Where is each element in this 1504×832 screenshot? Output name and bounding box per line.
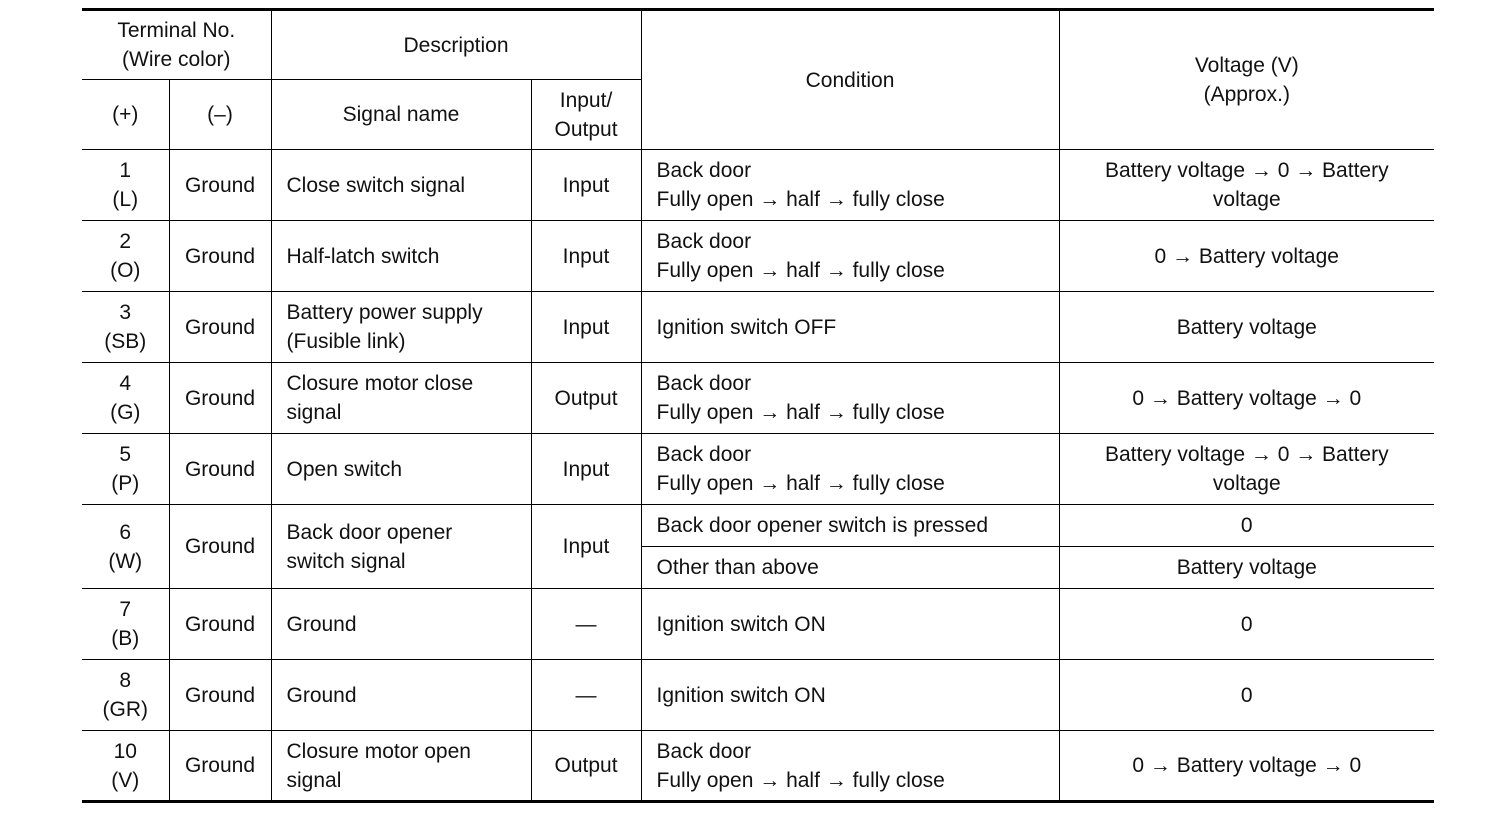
table-row (82, 363, 1434, 434)
voltage-cell: Battery voltage → 0 → Battery voltage (1059, 150, 1434, 221)
ground-cell: Ground (169, 589, 271, 660)
voltage-cell: Battery voltage (1059, 292, 1434, 363)
ground-cell: Ground (169, 150, 271, 221)
ground-cell: Ground (169, 221, 271, 292)
io-cell: Output (531, 731, 641, 802)
table-row (82, 221, 1434, 292)
description-header: Description (271, 10, 641, 80)
condition-cell: Back door Fully open → half → fully close (641, 731, 1059, 802)
input-output-header: Input/ Output (531, 80, 641, 150)
signal-name-cell: Ground (271, 589, 531, 660)
ground-cell: Ground (169, 363, 271, 434)
terminal-cell: 2 (O) (82, 221, 169, 292)
condition-cell: Ignition switch ON (641, 589, 1059, 660)
terminal-cell: 3 (SB) (82, 292, 169, 363)
io-cell: — (531, 660, 641, 731)
signal-name-cell: Close switch signal (271, 150, 531, 221)
table-row (82, 660, 1434, 731)
ground-cell: Ground (169, 731, 271, 802)
condition-cell: Back door Fully open → half → fully close (641, 150, 1059, 221)
minus-header: (–) (169, 80, 271, 150)
io-cell: Input (531, 505, 641, 589)
condition-cell: Ignition switch ON (641, 660, 1059, 731)
signal-name-cell: Closure motor open signal (271, 731, 531, 802)
signal-name-cell: Closure motor close signal (271, 363, 531, 434)
condition-cell: Back door Fully open → half → fully close (641, 434, 1059, 505)
io-cell: Input (531, 221, 641, 292)
table-row (82, 292, 1434, 363)
voltage-header: Voltage (V) (Approx.) (1059, 10, 1434, 150)
signal-name-cell: Battery power supply (Fusible link) (271, 292, 531, 363)
terminal-cell: 8 (GR) (82, 660, 169, 731)
condition-cell: Back door Fully open → half → fully close (641, 363, 1059, 434)
table-row (82, 731, 1434, 802)
voltage-cell: 0 (1059, 660, 1434, 731)
io-cell: Input (531, 292, 641, 363)
terminal-cell: 1 (L) (82, 150, 169, 221)
io-cell: Input (531, 150, 641, 221)
voltage-cell: Battery voltage → 0 → Battery voltage (1059, 434, 1434, 505)
voltage-cell: 0 → Battery voltage (1059, 221, 1434, 292)
terminal-cell: 10 (V) (82, 731, 169, 802)
signal-name-header: Signal name (271, 80, 531, 150)
table-row (82, 589, 1434, 660)
signal-name-cell: Half-latch switch (271, 221, 531, 292)
condition-header: Condition (641, 10, 1059, 150)
condition-cell: Back door opener switch is pressed (641, 505, 1059, 547)
io-cell: — (531, 589, 641, 660)
ground-cell: Ground (169, 292, 271, 363)
voltage-cell: Battery voltage (1059, 547, 1434, 589)
table-row (82, 505, 1434, 547)
terminal-cell: 7 (B) (82, 589, 169, 660)
signal-name-cell: Open switch (271, 434, 531, 505)
voltage-cell: 0 → Battery voltage → 0 (1059, 363, 1434, 434)
voltage-cell: 0 (1059, 589, 1434, 660)
condition-cell: Other than above (641, 547, 1059, 589)
io-cell: Output (531, 363, 641, 434)
terminal-cell: 5 (P) (82, 434, 169, 505)
terminal-cell: 6 (W) (82, 505, 169, 589)
table-row (82, 434, 1434, 505)
ground-cell: Ground (169, 660, 271, 731)
terminal-cell: 4 (G) (82, 363, 169, 434)
signal-name-cell: Ground (271, 660, 531, 731)
voltage-cell: 0 (1059, 505, 1434, 547)
table-row (82, 150, 1434, 221)
io-cell: Input (531, 434, 641, 505)
ground-cell: Ground (169, 434, 271, 505)
terminal-no-header: Terminal No. (Wire color) (82, 10, 271, 80)
condition-cell: Ignition switch OFF (641, 292, 1059, 363)
voltage-cell: 0 → Battery voltage → 0 (1059, 731, 1434, 802)
terminal-table (82, 8, 1434, 803)
condition-cell: Back door Fully open → half → fully close (641, 221, 1059, 292)
signal-name-cell: Back door opener switch signal (271, 505, 531, 589)
ground-cell: Ground (169, 505, 271, 589)
plus-header: (+) (82, 80, 169, 150)
header-row-1 (82, 10, 1434, 80)
